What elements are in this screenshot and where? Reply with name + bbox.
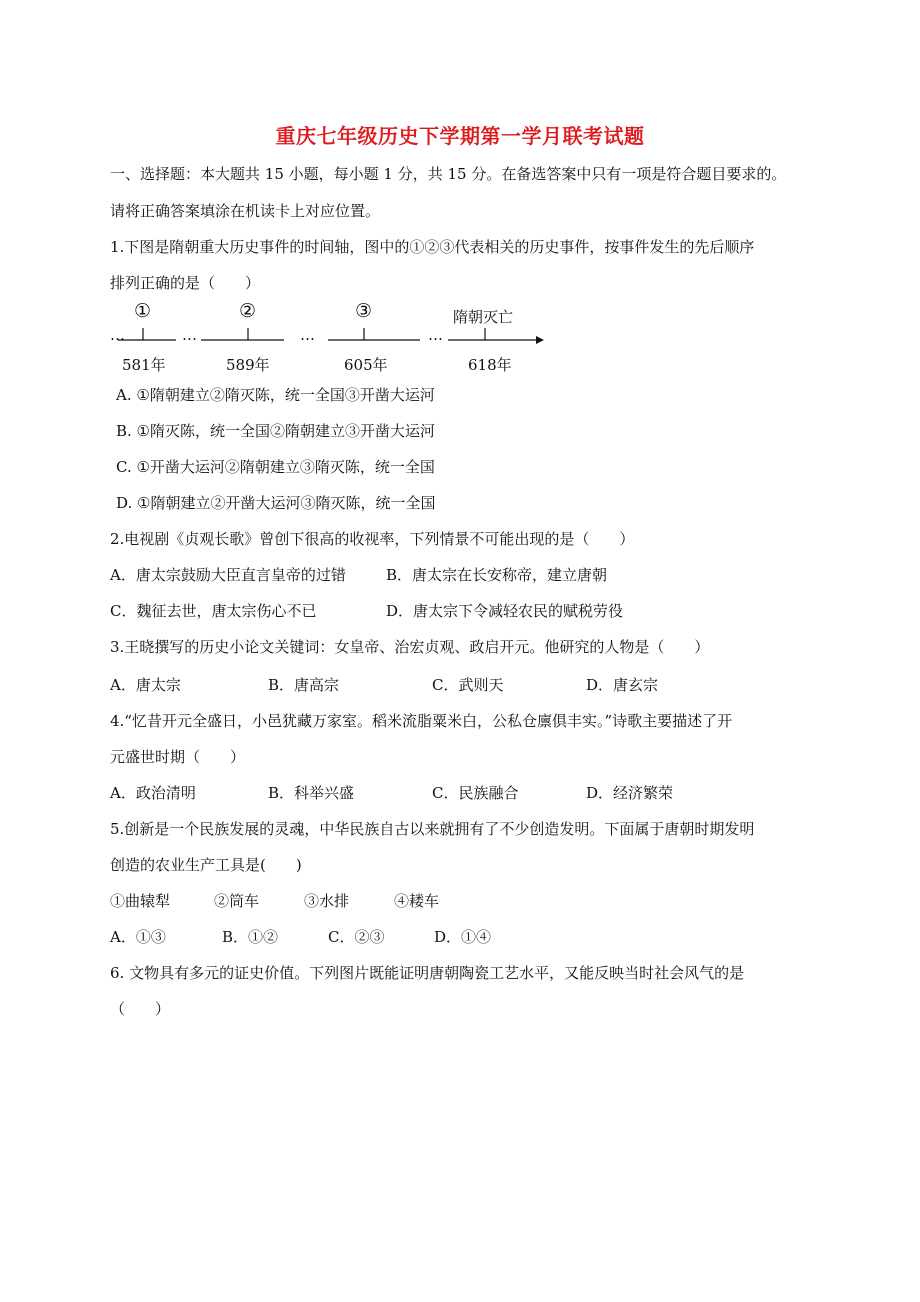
question-4-stem-line2: 元盛世时期（ ） <box>110 748 246 766</box>
question-2-option-d: D．唐太宗下令减轻农民的赋税劳役 <box>386 602 624 620</box>
question-1-stem-line2: 排列正确的是（ ） <box>110 274 261 292</box>
question-1-option-d: D. ①隋朝建立②开凿大运河③隋灭陈，统一全国 <box>116 494 436 512</box>
timeline-dots-1: … <box>110 326 125 344</box>
question-1-option-b: B. ①隋灭陈，统一全国②隋朝建立③开凿大运河 <box>116 422 436 440</box>
question-2-stem: 2.电视剧《贞观长歌》曾创下很高的收视率，下列情景不可能出现的是（ ） <box>110 530 635 548</box>
question-5-stem-line2: 创造的农业生产工具是( ) <box>110 856 302 874</box>
timeline-dots-3: … <box>300 326 315 344</box>
question-5-item-3: ③水排 <box>304 892 350 910</box>
question-3-option-c: C．武则天 <box>432 676 504 694</box>
question-5-item-2: ②筒车 <box>214 892 260 910</box>
question-3-option-b: B．唐高宗 <box>268 676 340 694</box>
question-3-option-d: D．唐玄宗 <box>586 676 659 694</box>
question-2-option-b: B．唐太宗在长安称帝，建立唐朝 <box>386 566 608 584</box>
question-5-option-b: B．①② <box>222 928 279 946</box>
timeline-dots-2: … <box>182 326 197 344</box>
section-instruction-line2: 请将正确答案填涂在机读卡上对应位置。 <box>110 202 381 220</box>
question-4-stem-line1: 4.“忆昔开元全盛日，小邑犹藏万家室。稻米流脂粟米白，公私仓廪俱丰实。”诗歌主要描述了开 <box>110 712 733 730</box>
timeline-year-1: 581年 <box>122 356 166 374</box>
question-4-option-b: B．科举兴盛 <box>268 784 355 802</box>
question-1-option-c: C. ①开凿大运河②隋朝建立③隋灭陈，统一全国 <box>116 458 435 476</box>
section-instruction-line1: 一、选择题：本大题共 15 小题，每小题 1 分，共 15 分。在备选答案中只有一项是符合题目要求的。 <box>110 165 787 183</box>
question-6-stem-line2: （ ） <box>110 1000 171 1018</box>
timeline-marker-3: ③ <box>355 300 373 322</box>
timeline-marker-4: 隋朝灭亡 <box>453 308 514 326</box>
question-4-option-c: C．民族融合 <box>432 784 519 802</box>
question-5-option-a: A．①③ <box>110 928 166 946</box>
question-2-option-c: C．魏征去世，唐太宗伤心不已 <box>110 602 317 620</box>
page-title: 重庆七年级历史下学期第一学月联考试题 <box>275 124 645 148</box>
question-2-option-a: A．唐太宗鼓励大臣直言皇帝的过错 <box>110 566 346 584</box>
question-5-option-d: D．①④ <box>434 928 492 946</box>
question-4-option-a: A．政治清明 <box>110 784 196 802</box>
timeline-year-3: 605年 <box>344 356 388 374</box>
question-1-stem-line1: 1.下图是隋朝重大历史事件的时间轴，图中的①②③代表相关的历史事件，按事件发生的先后顺序 <box>110 238 755 256</box>
question-5-option-c: C．②③ <box>328 928 385 946</box>
timeline-year-4: 618年 <box>468 356 512 374</box>
timeline-marker-1: ① <box>134 300 152 322</box>
question-3-stem: 3.王晓撰写的历史小论文关键词：女皇帝、治宏贞观、政启开元。他研究的人物是（ ） <box>110 638 710 656</box>
timeline-year-2: 589年 <box>226 356 270 374</box>
question-5-item-1: ①曲辕犁 <box>110 892 171 910</box>
timeline-marker-2: ② <box>239 300 257 322</box>
question-4-option-d: D．经济繁荣 <box>586 784 674 802</box>
question-3-option-a: A．唐太宗 <box>110 676 181 694</box>
question-5-item-4: ④耧车 <box>394 892 440 910</box>
question-1-option-a: A. ①隋朝建立②隋灭陈，统一全国③开凿大运河 <box>116 386 435 404</box>
question-6-stem-line1: 6. 文物具有多元的证史价值。下列图片既能证明唐朝陶瓷工艺水平，又能反映当时社会风气的是 <box>110 964 745 982</box>
timeline-diagram <box>108 300 548 380</box>
question-5-stem-line1: 5.创新是一个民族发展的灵魂，中华民族自古以来就拥有了不少创造发明。下面属于唐朝时期发明 <box>110 820 755 838</box>
timeline-dots-4: … <box>428 326 443 344</box>
